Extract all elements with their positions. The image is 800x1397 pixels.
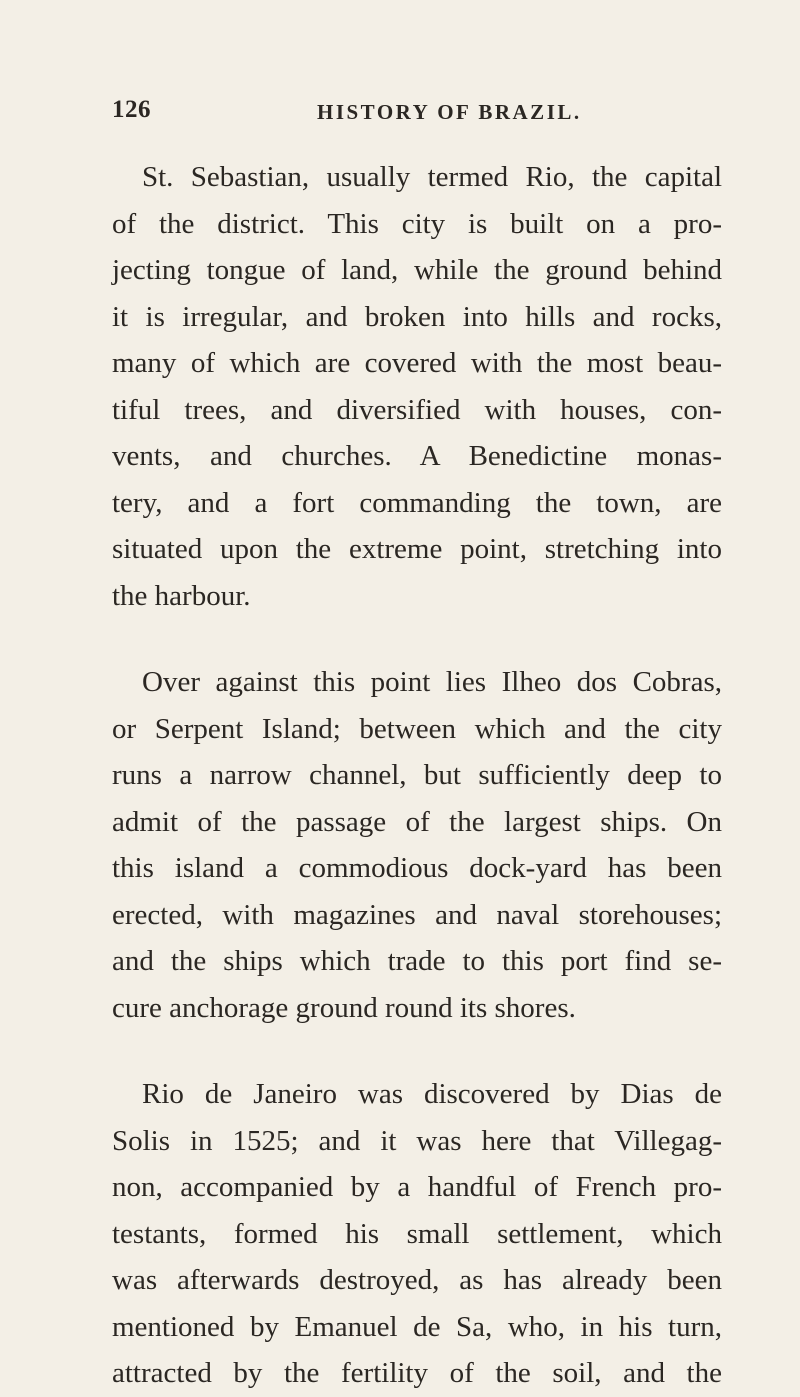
- text-line: of the district. This city is built on a pro-: [112, 207, 722, 240]
- text-line: testants, formed his small settlement, which: [112, 1217, 722, 1250]
- text-line: cure anchorage ground round its shores.: [112, 991, 576, 1024]
- page-number: 126: [112, 96, 151, 123]
- text-line: runs a narrow channel, but sufficiently deep to: [112, 759, 722, 791]
- text-line: erected, with magazines and naval storehouses;: [112, 898, 722, 931]
- paragraph-3: [112, 1071, 722, 1397]
- text-line: tery, and a fort commanding the town, are: [112, 486, 722, 519]
- text-line: this island a commodious dock-yard has been: [112, 852, 722, 884]
- text-line: was afterwards destroyed, as has already been: [112, 1264, 722, 1296]
- text-line: situated upon the extreme point, stretching into: [112, 533, 722, 565]
- text-line: or Serpent Island; between which and the city: [112, 712, 722, 745]
- text-line: non, accompanied by a handful of French pro-: [112, 1171, 722, 1203]
- text-line: many of which are covered with the most beau-: [112, 347, 722, 379]
- text-line: jecting tongue of land, while the ground behind: [112, 254, 722, 286]
- running-head: HISTORY OF BRAZIL.: [317, 100, 582, 124]
- text-line: tiful trees, and diversified with houses, con-: [112, 393, 722, 426]
- paragraph-2: [112, 659, 722, 1031]
- page-header: [112, 96, 712, 136]
- text-line: it is irregular, and broken into hills and rocks,: [112, 300, 722, 333]
- text-line: admit of the passage of the largest ships. On: [112, 805, 722, 838]
- text-line: St. Sebastian, usually termed Rio, the capital: [142, 161, 722, 193]
- text-line: Solis in 1525; and it was here that Villegag-: [112, 1124, 722, 1157]
- text-line: the harbour.: [112, 579, 251, 612]
- text-line: Over against this point lies Ilheo dos Cobras,: [142, 666, 722, 698]
- text-line: attracted by the fertility of the soil, and the: [112, 1357, 722, 1389]
- text-line: mentioned by Emanuel de Sa, who, in his turn,: [112, 1310, 722, 1343]
- text-line: vents, and churches. A Benedictine monas-: [112, 440, 722, 472]
- paragraph-1: [112, 154, 722, 619]
- text-line: and the ships which trade to this port find se-: [112, 945, 722, 977]
- body-text: [112, 154, 722, 1397]
- text-line: Rio de Janeiro was discovered by Dias de: [142, 1078, 722, 1110]
